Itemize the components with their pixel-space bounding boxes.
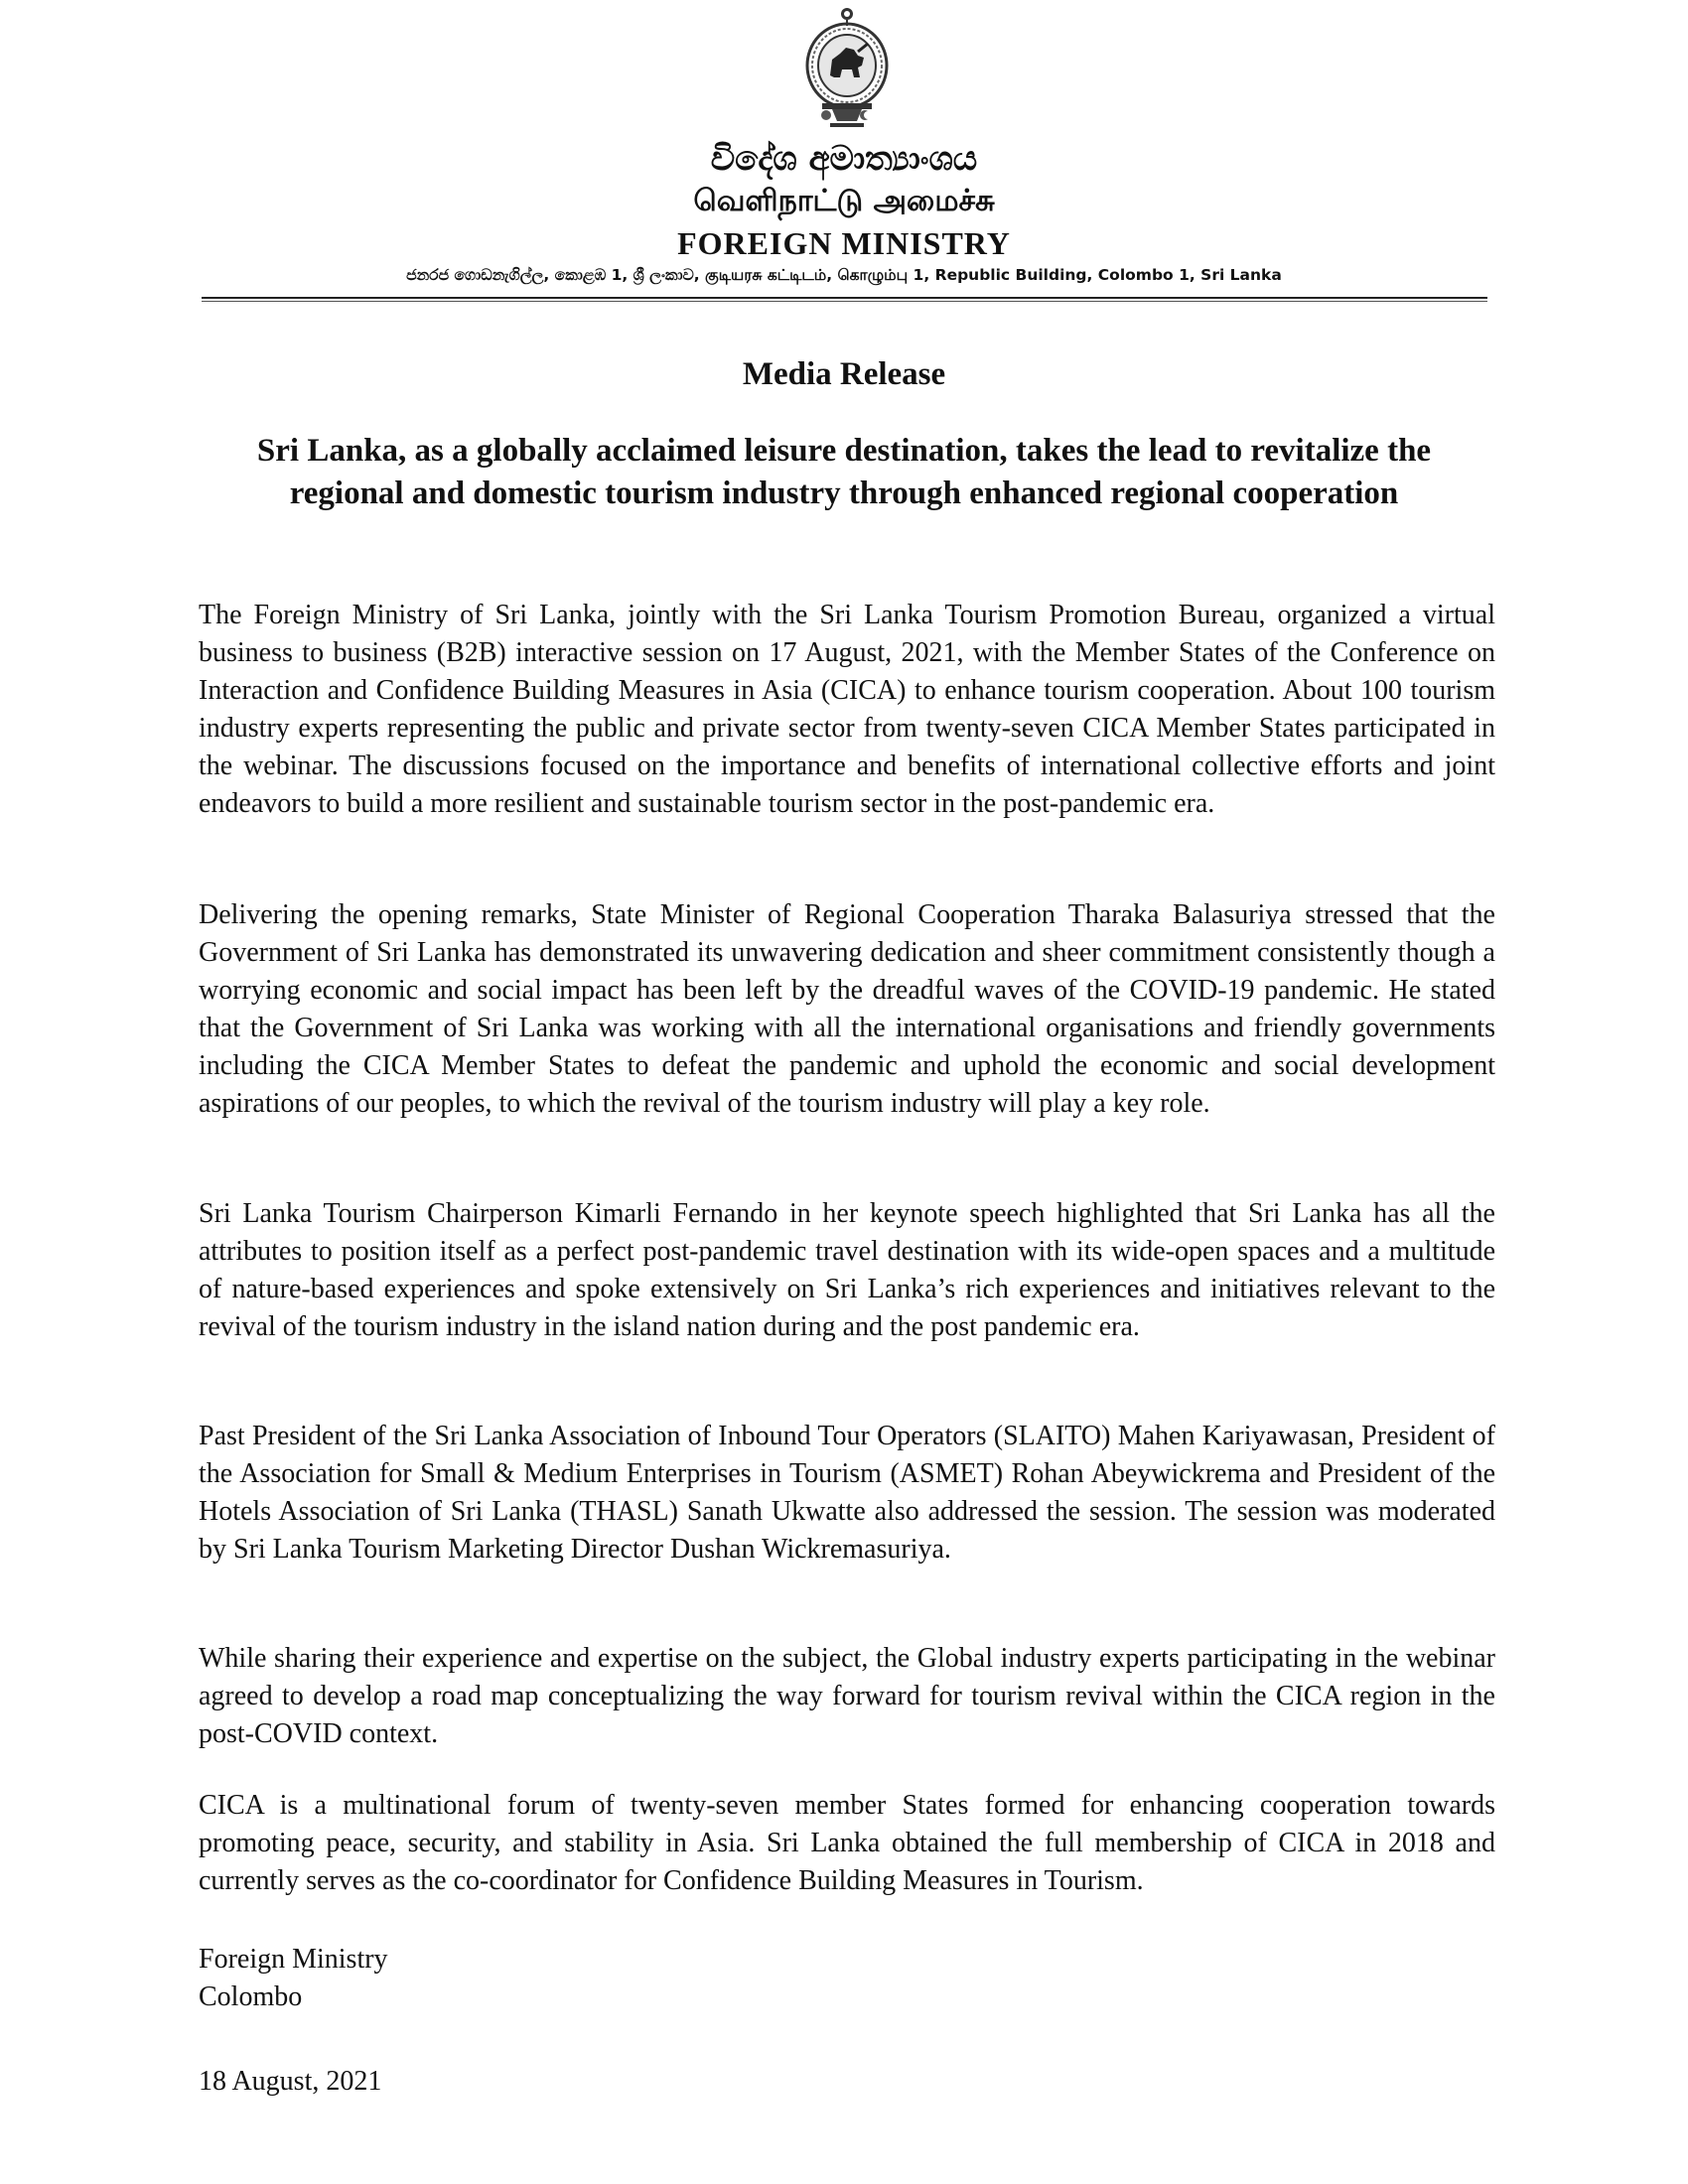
- letterhead-english-title: FOREIGN MINISTRY: [677, 225, 1011, 261]
- letterhead-sinhala-title: විදේශ අමාත්‍යාංශය: [710, 139, 978, 179]
- letterhead: [0, 137, 1688, 264]
- release-headline: Sri Lanka, as a globally acclaimed leisure destination, takes the lead to revitalize the regional and domestic tourism industry through enhanced regional cooperation: [256, 433, 1432, 511]
- document-label: Media Release: [742, 356, 946, 392]
- sri-lanka-emblem-icon: [802, 4, 892, 131]
- signoff-organization: Foreign Ministry: [199, 1944, 388, 1975]
- letterhead-divider-thin: [202, 301, 1487, 302]
- body-paragraph: Past President of the Sri Lanka Association of Inbound Tour Operators (SLAITO) Mahen Kariyawasan, President of the Association for Small & Medium Enterprises in Tourism (ASMET) Rohan Abeywickrema and President of the Hotels Association of Sri Lanka (THASL) Sanath Ukwatte also addressed the session. The session was moderated by Sri Lanka Tourism Marketing Director Dushan Wickremasuriya.: [199, 1421, 1495, 1565]
- body-paragraph: CICA is a multinational forum of twenty-seven member States formed for enhancing cooperation towards promoting peace, security, and stability in Asia. Sri Lanka obtained the full membership of CICA in 2018 and currently serves as the co-coordinator for Confidence Building Measures in Tourism.: [199, 1790, 1495, 1896]
- release-date: 18 August, 2021: [199, 2066, 382, 2097]
- signoff-city: Colombo: [199, 1981, 303, 2012]
- letterhead-address: ජනරජ ගොඩනැගිල්ල, කොළඹ 1, ශ්‍රී ලංකාව, குடியரசு கட்டிடம், கொழும்பு 1, Republic Building, Colombo 1, Sri Lanka: [406, 266, 1282, 284]
- body-paragraph: Delivering the opening remarks, State Minister of Regional Cooperation Tharaka Balasuriya stressed that the Government of Sri Lanka has demonstrated its unwavering dedication and sheer commitment consistently though a worrying economic and social impact has been left by the dreadful waves of the COVID-19 pandemic. He stated that the Government of Sri Lanka was working with all the international organisations and friendly governments including the CICA Member States to defeat the pandemic and uphold the economic and social development aspirations of our peoples, to which the revival of the tourism industry will play a key role.: [199, 899, 1495, 1119]
- body-paragraph: The Foreign Ministry of Sri Lanka, jointly with the Sri Lanka Tourism Promotion Bureau, organized a virtual business to business (B2B) interactive session on 17 August, 2021, with the Member States of the Conference on Interaction and Confidence Building Measures in Asia (CICA) to enhance tourism cooperation. About 100 tourism industry experts representing the public and private sector from twenty-seven CICA Member States participated in the webinar. The discussions focused on the importance and benefits of international collective efforts and joint endeavors to build a more resilient and sustainable tourism sector in the post-pandemic era.: [199, 600, 1495, 819]
- letterhead-divider: [202, 297, 1487, 299]
- body-paragraph: While sharing their experience and expertise on the subject, the Global industry experts participating in the webinar agreed to develop a road map conceptualizing the way forward for tourism revival within the CICA region in the post-COVID context.: [199, 1643, 1495, 1749]
- letterhead-tamil-title: வெளிநாட்டு அமைச்சு: [693, 184, 995, 218]
- body-paragraph: Sri Lanka Tourism Chairperson Kimarli Fernando in her keynote speech highlighted that Sri Lanka has all the attributes to position itself as a perfect post-pandemic travel destination with its wide-open spaces and a multitude of nature-based experiences and spoke extensively on Sri Lanka’s rich experiences and initiatives relevant to the revival of the tourism industry in the island nation during and the post pandemic era.: [199, 1198, 1495, 1342]
